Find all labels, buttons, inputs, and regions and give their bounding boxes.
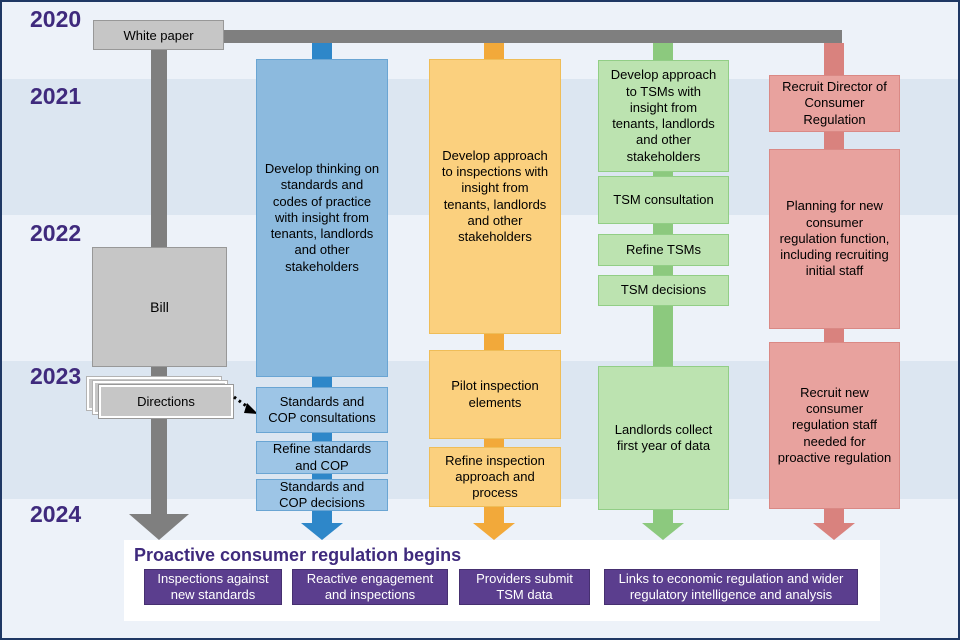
banner-item-label: Providers submit TSM data — [476, 570, 573, 602]
yellow-connector — [484, 43, 504, 59]
inspections-step-1-box — [429, 350, 561, 439]
year-label-2022: 2022 — [30, 220, 82, 246]
tsms-step-1-label: TSM consultation — [613, 191, 714, 207]
tsms-step-2-label: Refine TSMs — [626, 241, 701, 257]
year-label-2023: 2023 — [30, 363, 82, 389]
inspections-step-2-label: Refine inspection approach and process — [445, 452, 545, 501]
red-connector — [824, 329, 844, 342]
staffing-main-box — [769, 75, 900, 132]
grey-horizontal-bar — [224, 30, 842, 43]
green-connector — [653, 266, 673, 275]
standards-step-2-label: Refine standards and COP — [272, 441, 372, 473]
green-connector — [653, 306, 673, 366]
banner-item-label: Reactive engagement and inspections — [306, 570, 434, 602]
year-label-2021: 2021 — [30, 83, 82, 109]
tsms-step-4-label: Landlords collect first year of data — [614, 421, 713, 453]
staffing-step-2-label: Recruit new consumer regulation staff needed for proactive regulation — [777, 384, 892, 465]
white-paper-box — [93, 20, 224, 50]
blue-connector — [312, 377, 332, 387]
year-label-2020: 2020 — [30, 6, 82, 32]
bill-box — [92, 247, 227, 367]
year-label-2024: 2024 — [30, 501, 82, 527]
tsms-main-box — [598, 60, 729, 172]
banner-item-economic-links — [604, 569, 858, 605]
standards-step-3-box — [256, 479, 388, 511]
yellow-arrowhead-icon — [473, 523, 515, 540]
standards-step-1-label: Standards and COP consultations — [268, 393, 376, 425]
standards-step-2-box — [256, 441, 388, 474]
yellow-connector — [484, 334, 504, 350]
banner-item-engagement — [292, 569, 448, 605]
inspections-main-label: Develop approach to inspections with insight from tenants, landlords and other stakeholders — [441, 147, 549, 244]
bill-label: Bill — [150, 299, 169, 315]
inspections-step-1-label: Pilot inspection elements — [451, 378, 539, 410]
red-arrowhead-icon — [813, 523, 855, 540]
grey-arrowhead-icon — [129, 514, 189, 540]
blue-connector — [312, 43, 332, 59]
red-connector — [824, 43, 844, 75]
blue-connector — [312, 433, 332, 441]
directions-label: Directions — [137, 394, 195, 409]
yellow-connector — [484, 439, 504, 447]
tsms-step-2-box — [598, 234, 729, 266]
standards-main-label: Develop thinking on standards and codes of practice with insight from tenants, landlords and other stakeholders — [264, 161, 380, 274]
green-arrowhead-icon — [642, 523, 684, 540]
banner-item-label: Links to economic regulation and wider regulatory intelligence and analysis — [618, 570, 844, 602]
inspections-main-box — [429, 59, 561, 334]
tsms-step-4-box — [598, 366, 729, 510]
tsms-step-3-label: TSM decisions — [620, 282, 707, 298]
tsms-main-label: Develop approach to TSMs with insight from tenants, landlords and other stakeholders — [610, 67, 717, 164]
banner-item-tsm-data — [459, 569, 590, 605]
blue-arrowhead-icon — [301, 523, 343, 540]
green-connector — [653, 43, 673, 60]
staffing-step-1-label: Planning for new consumer regulation function, including recruiting initial staff — [779, 198, 890, 279]
yellow-arrow-shaft — [484, 507, 504, 524]
standards-main-box — [256, 59, 388, 377]
banner-item-label: Inspections against new standards — [157, 570, 269, 602]
red-arrow-shaft — [824, 509, 844, 524]
tsms-step-1-box — [598, 176, 729, 224]
white-paper-label: White paper — [123, 27, 194, 43]
banner-item-inspections — [144, 569, 282, 605]
banner-title: Proactive consumer regulation begins — [134, 545, 462, 565]
green-arrow-shaft — [653, 510, 673, 524]
staffing-main-label: Recruit Director of Consumer Regulation — [782, 79, 887, 127]
staffing-step-2-box — [769, 342, 900, 509]
staffing-step-1-box — [769, 149, 900, 329]
tsms-step-3-box — [598, 275, 729, 306]
standards-step-1-box — [256, 387, 388, 433]
proactive-regulation-banner — [124, 540, 880, 621]
red-connector — [824, 132, 844, 149]
green-connector — [653, 224, 673, 234]
standards-step-3-label: Standards and COP decisions — [279, 478, 365, 510]
inspections-step-2-box — [429, 447, 561, 507]
directions-box — [99, 385, 233, 418]
